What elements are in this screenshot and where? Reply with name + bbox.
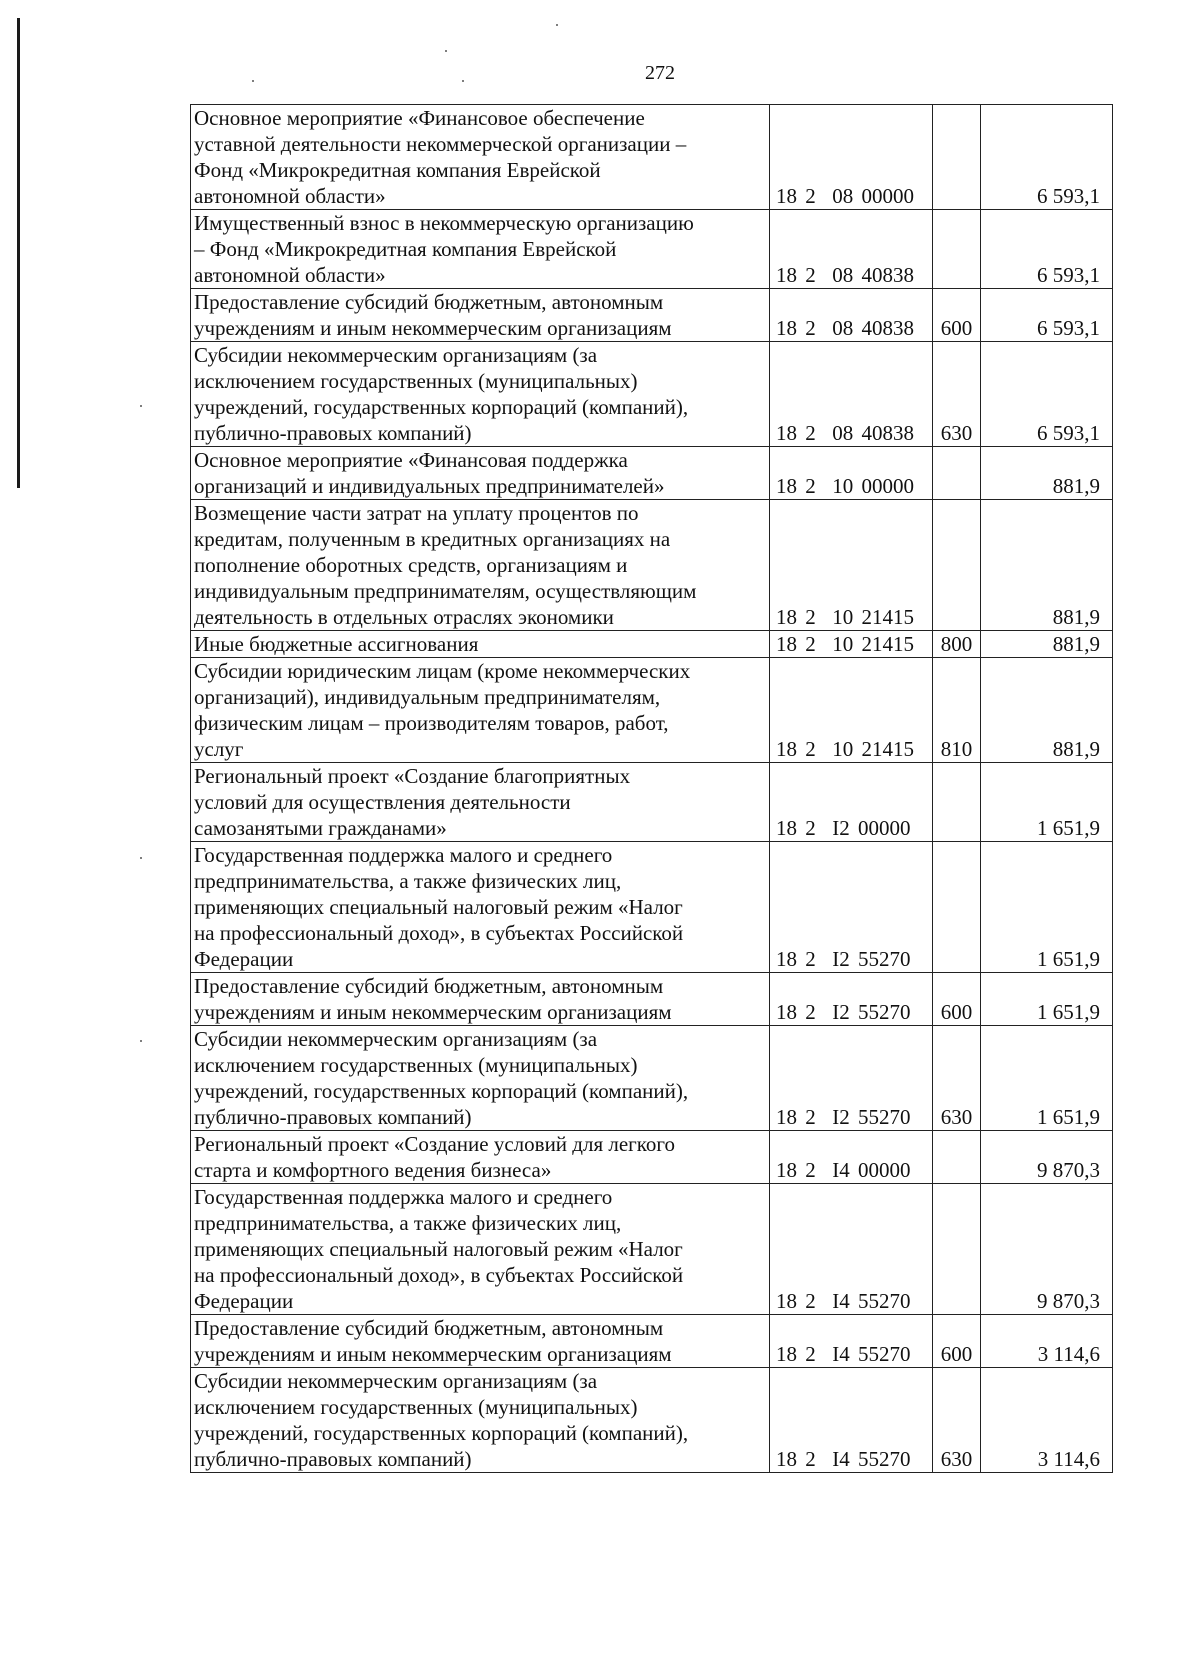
row-vr-cell	[933, 210, 981, 289]
row-name-cell: Предоставление субсидий бюджетным, автономным учреждениям и иным некоммерческим организациям	[191, 973, 770, 1026]
row-amount-cell: 6 593,1	[981, 289, 1113, 342]
scan-speck	[140, 857, 142, 859]
row-name-cell: Предоставление субсидий бюджетным, автономным учреждениям и иным некоммерческим организациям	[191, 289, 770, 342]
row-name-cell: Иные бюджетные ассигнования	[191, 631, 770, 658]
row-name-cell: Имущественный взнос в некоммерческую организацию – Фонд «Микрокредитная компания Еврейской автономной области»	[191, 210, 770, 289]
row-code-cell: 18 2 10 21415	[770, 658, 933, 763]
row-amount-cell: 3 114,6	[981, 1368, 1113, 1473]
row-name-cell: Возмещение части затрат на уплату процентов по кредитам, полученным в кредитных организациях на пополнение оборотных средств, организациям и индивидуальным предпринимателям, осуществляющим деятельность в отдельных отраслях экономики	[191, 500, 770, 631]
row-amount-cell: 881,9	[981, 631, 1113, 658]
row-vr-cell	[933, 1184, 981, 1315]
scan-speck	[140, 405, 142, 407]
row-name-cell: Субсидии некоммерческим организациям (за исключением государственных (муниципальных) учреждений, государственных корпораций (компаний), публично-правовых компаний)	[191, 342, 770, 447]
row-vr-cell: 600	[933, 973, 981, 1026]
row-vr-cell: 600	[933, 1315, 981, 1368]
table-row	[191, 289, 1113, 342]
row-code-cell: 18 2 08 40838	[770, 289, 933, 342]
row-vr-cell	[933, 447, 981, 500]
table-row	[191, 1184, 1113, 1315]
row-amount-cell: 881,9	[981, 500, 1113, 631]
row-amount-cell: 6 593,1	[981, 210, 1113, 289]
table-row	[191, 500, 1113, 631]
row-name-cell: Основное мероприятие «Финансовое обеспечение уставной деятельности некоммерческой организации – Фонд «Микрокредитная компания Еврейской автономной области»	[191, 105, 770, 210]
row-amount-cell: 3 114,6	[981, 1315, 1113, 1368]
row-code-cell: 18 2 08 40838	[770, 210, 933, 289]
table-row	[191, 1368, 1113, 1473]
table-row	[191, 842, 1113, 973]
row-vr-cell: 630	[933, 1368, 981, 1473]
row-code-cell: 18 2 I4 55270	[770, 1315, 933, 1368]
table-row	[191, 1131, 1113, 1184]
row-amount-cell: 6 593,1	[981, 342, 1113, 447]
row-amount-cell: 1 651,9	[981, 763, 1113, 842]
row-name-cell: Региональный проект «Создание условий для легкого старта и комфортного ведения бизнеса»	[191, 1131, 770, 1184]
row-vr-cell: 800	[933, 631, 981, 658]
row-name-cell: Государственная поддержка малого и среднего предпринимательства, а также физических лиц, применяющих специальный налоговый режим «Налог на профессиональный доход», в субъектах Российской Федерации	[191, 1184, 770, 1315]
table-row	[191, 1315, 1113, 1368]
row-amount-cell: 881,9	[981, 658, 1113, 763]
row-amount-cell: 1 651,9	[981, 1026, 1113, 1131]
table-row	[191, 763, 1113, 842]
row-code-cell: 18 2 I4 55270	[770, 1184, 933, 1315]
row-code-cell: 18 2 10 21415	[770, 631, 933, 658]
row-amount-cell: 1 651,9	[981, 973, 1113, 1026]
table-row	[191, 105, 1113, 210]
table-row	[191, 447, 1113, 500]
budget-table	[190, 104, 1113, 1473]
row-code-cell: 18 2 10 00000	[770, 447, 933, 500]
row-name-cell: Субсидии некоммерческим организациям (за исключением государственных (муниципальных) учреждений, государственных корпораций (компаний), публично-правовых компаний)	[191, 1368, 770, 1473]
scan-edge-line	[17, 18, 20, 488]
table-row	[191, 1026, 1113, 1131]
row-vr-cell	[933, 500, 981, 631]
row-amount-cell: 6 593,1	[981, 105, 1113, 210]
row-code-cell: 18 2 I4 00000	[770, 1131, 933, 1184]
scan-speck	[556, 24, 558, 26]
row-code-cell: 18 2 08 40838	[770, 342, 933, 447]
row-name-cell: Государственная поддержка малого и среднего предпринимательства, а также физических лиц, применяющих специальный налоговый режим «Налог на профессиональный доход», в субъектах Российской Федерации	[191, 842, 770, 973]
page-number: 272	[645, 62, 675, 84]
table-row	[191, 631, 1113, 658]
row-vr-cell: 600	[933, 289, 981, 342]
table-row	[191, 658, 1113, 763]
row-code-cell: 18 2 I2 55270	[770, 842, 933, 973]
row-vr-cell: 630	[933, 342, 981, 447]
row-name-cell: Региональный проект «Создание благоприятных условий для осуществления деятельности самозанятыми гражданами»	[191, 763, 770, 842]
table-row	[191, 973, 1113, 1026]
row-code-cell: 18 2 I2 00000	[770, 763, 933, 842]
table-row	[191, 342, 1113, 447]
row-amount-cell: 1 651,9	[981, 842, 1113, 973]
row-code-cell: 18 2 I4 55270	[770, 1368, 933, 1473]
row-name-cell: Предоставление субсидий бюджетным, автономным учреждениям и иным некоммерческим организациям	[191, 1315, 770, 1368]
scan-speck	[140, 1040, 142, 1042]
row-name-cell: Субсидии юридическим лицам (кроме некоммерческих организаций), индивидуальным предпринимателям, физическим лицам – производителям товаров, работ, услуг	[191, 658, 770, 763]
row-code-cell: 18 2 10 21415	[770, 500, 933, 631]
row-code-cell: 18 2 I2 55270	[770, 1026, 933, 1131]
row-code-cell: 18 2 08 00000	[770, 105, 933, 210]
row-vr-cell	[933, 1131, 981, 1184]
row-vr-cell: 810	[933, 658, 981, 763]
row-name-cell: Основное мероприятие «Финансовая поддержка организаций и индивидуальных предпринимателей»	[191, 447, 770, 500]
row-vr-cell: 630	[933, 1026, 981, 1131]
scan-speck	[445, 50, 447, 52]
table-row	[191, 210, 1113, 289]
row-amount-cell: 9 870,3	[981, 1131, 1113, 1184]
row-vr-cell	[933, 842, 981, 973]
row-name-cell: Субсидии некоммерческим организациям (за исключением государственных (муниципальных) учреждений, государственных корпораций (компаний), публично-правовых компаний)	[191, 1026, 770, 1131]
row-vr-cell	[933, 105, 981, 210]
row-vr-cell	[933, 763, 981, 842]
table-body	[191, 105, 1113, 1473]
row-code-cell: 18 2 I2 55270	[770, 973, 933, 1026]
row-amount-cell: 881,9	[981, 447, 1113, 500]
row-amount-cell: 9 870,3	[981, 1184, 1113, 1315]
